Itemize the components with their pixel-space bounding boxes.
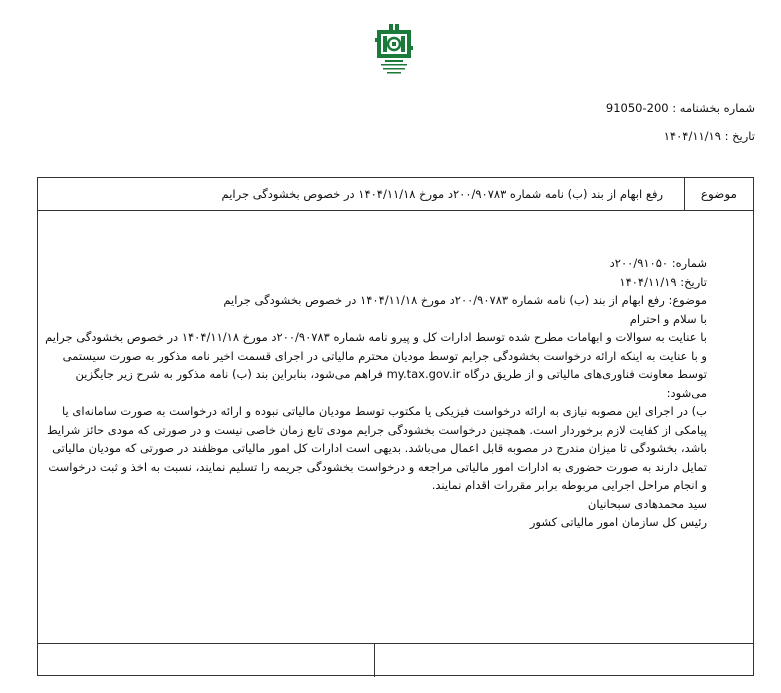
circular-number <box>606 101 755 115</box>
letter-body <box>40 254 707 532</box>
footer-cell-divider <box>374 643 375 677</box>
circular-date <box>664 129 755 143</box>
signatory-name: سید محمدهادی سبحانیان <box>587 496 707 511</box>
letter-greeting: با سلام و احترام <box>629 311 707 326</box>
signatory-title: رئیس کل سازمان امور مالیاتی کشور <box>529 515 707 529</box>
circular-number-label: شماره بخشنامه : <box>672 101 755 115</box>
footer-divider-line <box>38 643 753 644</box>
circular-number-value: 91050-200 <box>605 101 669 115</box>
subject-text: رفع ابهام از بند (ب) نامه شماره ۲۰۰/۹۰۷۸۳د مورخ ۱۴۰۴/۱۱/۱۸ در خصوص بخشودگی جرایم <box>221 187 663 201</box>
circular-date-label: تاریخ : <box>724 129 755 143</box>
tax-organization-emblem-icon <box>375 24 413 80</box>
circular-date-value: ۱۴۰۴/۱۱/۱۹ <box>663 129 721 143</box>
subject-row <box>38 178 753 211</box>
letter-paragraph-intro: با عنایت به سوالات و ابهامات مطرح شده توسط ادارات کل و پیرو نامه شماره ۲۰۰/۹۰۷۸۳د مورخ ۱۴۰۴/۱۱/۱۸ در خصوص بخشودگی جرایم و با عنایت به اینکه ارائه درخواست بخشودگی جرایم توسط مودیان محترم مالیاتی در اجرای قسمت اخیر نامه مذکور به صورت سیستمی توسط معاونت فناوری‌های مالیاتی و از طریق درگاه my.tax.gov.ir فراهم می‌شود، بنابراین بند (ب) نامه مذکور به شرح زیر جایگزین می‌شود: <box>45 330 707 400</box>
letter-number: شماره: ۲۰۰/۹۱۰۵۰د <box>609 256 707 270</box>
letter-subject: موضوع: رفع ابهام از بند (ب) نامه شماره ۲۰۰/۹۰۷۸۳د مورخ ۱۴۰۴/۱۱/۱۸ در خصوص بخشودگی جرایم <box>223 293 707 307</box>
letter-date: تاریخ: ۱۴۰۴/۱۱/۱۹ <box>619 274 707 289</box>
subject-label: موضوع <box>700 187 737 201</box>
subject-divider <box>684 178 685 211</box>
letter-paragraph-clause-b: ب) در اجرای این مصوبه نیازی به ارائه درخواست فیزیکی یا مکتوب توسط مودیان مالیاتی نبوده و ارائه درخواست به صورت سامانه‌ای یا پیامکی از کفایت لازم برخوردار است. همچنین درخواست بخشودگی جرایم مودی تابع زمان خاصی نیست و در صورتی که مودی حائز شرایط باشد، بخشودگی تا میزان مندرج در مصوبه قابل اعمال می‌باشد. بدیهی است ادارات کل امور مالیاتی موظفند در صورتی که مودیان مالیاتی تمایل دارند به صورت حضوری به ادارات امور مالیاتی مراجعه و درخواست بخشودگی جریمه را تسلیم نمایند، نسبت به اخذ و ثبت درخواست و انجام مراحل اجرایی مربوطه برابر مقررات اقدام نمایند. <box>47 404 707 492</box>
